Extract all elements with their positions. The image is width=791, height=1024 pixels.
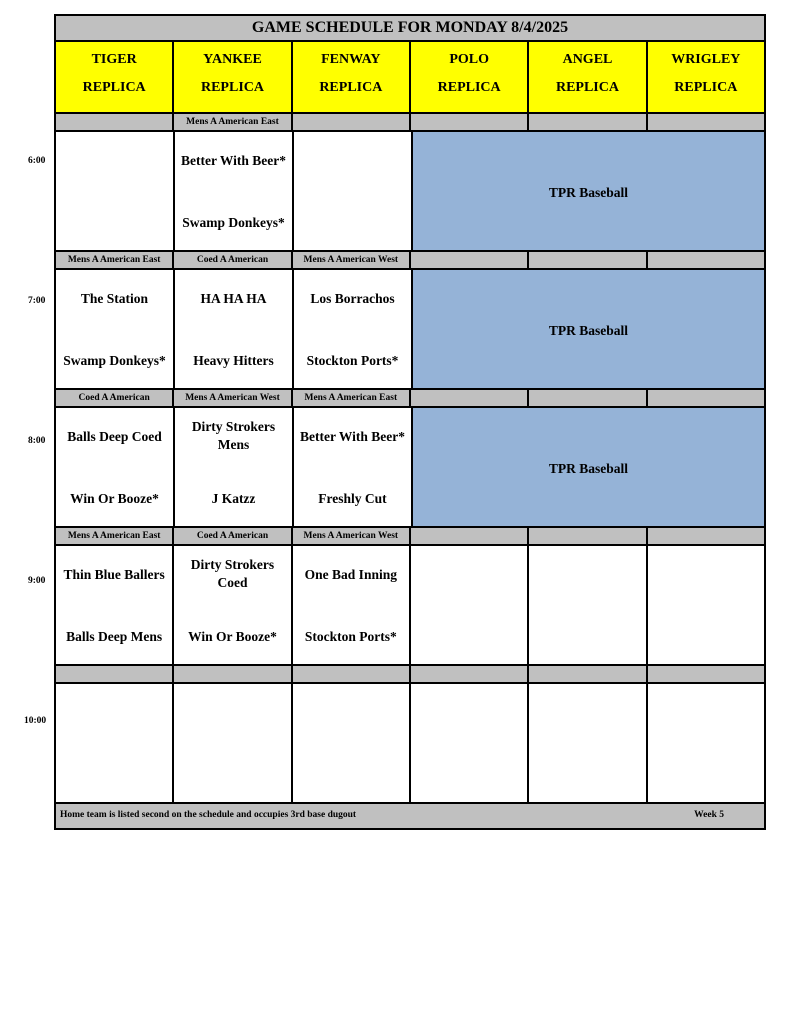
empty-field-cell bbox=[529, 546, 647, 664]
schedule-sheet bbox=[54, 14, 766, 830]
field-header-row bbox=[56, 42, 764, 114]
home-team: Win Or Booze* bbox=[188, 629, 277, 644]
home-team-note: Home team is listed second on the schedule and occupies 3rd base dugout bbox=[60, 810, 357, 820]
division-label: Mens A American East bbox=[56, 528, 174, 544]
away-team: Dirty Strokers Coed bbox=[190, 557, 275, 590]
division-row-1 bbox=[56, 114, 764, 132]
division-label bbox=[529, 666, 647, 682]
away-team: Dirty Strokers Mens bbox=[191, 419, 276, 452]
division-label: Mens A American East bbox=[174, 114, 292, 130]
division-row-2 bbox=[56, 252, 764, 270]
game-cell bbox=[56, 684, 174, 802]
game-cell bbox=[293, 684, 411, 802]
division-label bbox=[411, 528, 529, 544]
game-cell bbox=[56, 546, 174, 664]
game-slot-row-1 bbox=[56, 132, 764, 252]
division-label bbox=[648, 390, 764, 406]
time-label-9: 9:00 bbox=[28, 576, 46, 586]
field-type: REPLICA bbox=[200, 80, 264, 95]
empty-field-cell bbox=[411, 684, 529, 802]
home-team: Balls Deep Mens bbox=[66, 629, 163, 644]
home-team: Stockton Ports* bbox=[304, 629, 397, 644]
booking-block bbox=[413, 270, 764, 388]
division-row-5 bbox=[56, 666, 764, 684]
division-row-4 bbox=[56, 528, 764, 546]
booking-label: TPR Baseball bbox=[548, 323, 629, 338]
game-slot-row-4 bbox=[56, 546, 764, 666]
division-label: Coed A American bbox=[174, 252, 292, 268]
home-team: Win Or Booze* bbox=[70, 491, 159, 506]
field-type: REPLICA bbox=[555, 80, 619, 95]
division-label bbox=[529, 390, 647, 406]
field-name: FENWAY bbox=[321, 52, 381, 67]
division-label bbox=[411, 390, 529, 406]
division-label bbox=[56, 666, 174, 682]
field-header-polo bbox=[411, 42, 529, 112]
time-label-6: 6:00 bbox=[28, 156, 46, 166]
game-slot-row-3 bbox=[56, 408, 764, 528]
time-label-7: 7:00 bbox=[28, 296, 46, 306]
booking-block bbox=[413, 408, 764, 526]
away-team: Balls Deep Coed bbox=[67, 429, 162, 444]
division-label bbox=[648, 114, 764, 130]
booking-label: TPR Baseball bbox=[548, 461, 629, 476]
game-slot-row-5 bbox=[56, 684, 764, 804]
division-label bbox=[529, 528, 647, 544]
division-label: Mens A American West bbox=[293, 528, 411, 544]
division-label bbox=[648, 666, 764, 682]
booking-label: TPR Baseball bbox=[548, 185, 629, 200]
field-header-yankee bbox=[174, 42, 292, 112]
division-label bbox=[411, 666, 529, 682]
page-title: GAME SCHEDULE FOR MONDAY 8/4/2025 bbox=[56, 16, 764, 42]
field-type: REPLICA bbox=[82, 80, 146, 95]
game-cell bbox=[294, 408, 413, 526]
away-team: Better With Beer* bbox=[300, 429, 405, 444]
game-cell bbox=[293, 546, 411, 664]
division-label bbox=[529, 114, 647, 130]
footer-bar bbox=[56, 804, 764, 828]
week-label: Week 5 bbox=[694, 810, 724, 820]
game-cell bbox=[56, 408, 175, 526]
home-team: Swamp Donkeys* bbox=[182, 215, 285, 230]
division-label bbox=[529, 252, 647, 268]
game-cell bbox=[175, 132, 294, 250]
field-header-wrigley bbox=[648, 42, 764, 112]
time-label-8: 8:00 bbox=[28, 436, 46, 446]
home-team: Freshly Cut bbox=[318, 491, 387, 506]
game-cell bbox=[175, 408, 294, 526]
game-cell bbox=[294, 132, 413, 250]
division-label bbox=[174, 666, 292, 682]
home-team: Swamp Donkeys* bbox=[63, 353, 166, 368]
division-row-3 bbox=[56, 390, 764, 408]
division-label bbox=[293, 666, 411, 682]
division-label: Coed A American bbox=[174, 528, 292, 544]
empty-field-cell bbox=[529, 684, 647, 802]
field-name: YANKEE bbox=[203, 52, 262, 67]
field-header-fenway bbox=[293, 42, 411, 112]
game-slot-row-2 bbox=[56, 270, 764, 390]
home-team: Heavy Hitters bbox=[193, 353, 274, 368]
field-header-tiger bbox=[56, 42, 174, 112]
empty-field-cell bbox=[648, 684, 764, 802]
division-label: Mens A American East bbox=[293, 390, 411, 406]
division-label bbox=[411, 114, 529, 130]
away-team: HA HA HA bbox=[200, 291, 267, 306]
home-team: J Katzz bbox=[211, 491, 256, 506]
field-type: REPLICA bbox=[319, 80, 383, 95]
field-header-angel bbox=[529, 42, 647, 112]
field-type: REPLICA bbox=[437, 80, 501, 95]
game-cell bbox=[175, 270, 294, 388]
division-label: Mens A American East bbox=[56, 252, 174, 268]
booking-block bbox=[413, 132, 764, 250]
game-cell bbox=[56, 270, 175, 388]
division-label bbox=[56, 114, 174, 130]
away-team: One Bad Inning bbox=[304, 567, 397, 582]
field-name: ANGEL bbox=[562, 52, 613, 67]
division-label: Mens A American West bbox=[293, 252, 411, 268]
game-cell bbox=[294, 270, 413, 388]
division-label: Mens A American West bbox=[174, 390, 292, 406]
game-cell bbox=[174, 546, 292, 664]
division-label bbox=[648, 252, 764, 268]
away-team: Better With Beer* bbox=[181, 153, 286, 168]
field-name: POLO bbox=[449, 52, 489, 67]
time-label-10: 10:00 bbox=[24, 716, 47, 726]
division-label bbox=[293, 114, 411, 130]
division-label bbox=[648, 528, 764, 544]
division-label: Coed A American bbox=[56, 390, 174, 406]
game-cell bbox=[56, 132, 175, 250]
field-name: WRIGLEY bbox=[671, 52, 741, 67]
empty-field-cell bbox=[411, 546, 529, 664]
away-team: Los Borrachos bbox=[310, 291, 395, 306]
away-team: The Station bbox=[80, 291, 149, 306]
game-cell bbox=[174, 684, 292, 802]
away-team: Thin Blue Ballers bbox=[63, 567, 165, 582]
empty-field-cell bbox=[648, 546, 764, 664]
division-label bbox=[411, 252, 529, 268]
home-team: Stockton Ports* bbox=[306, 353, 399, 368]
field-type: REPLICA bbox=[674, 80, 738, 95]
field-name: TIGER bbox=[91, 52, 137, 67]
